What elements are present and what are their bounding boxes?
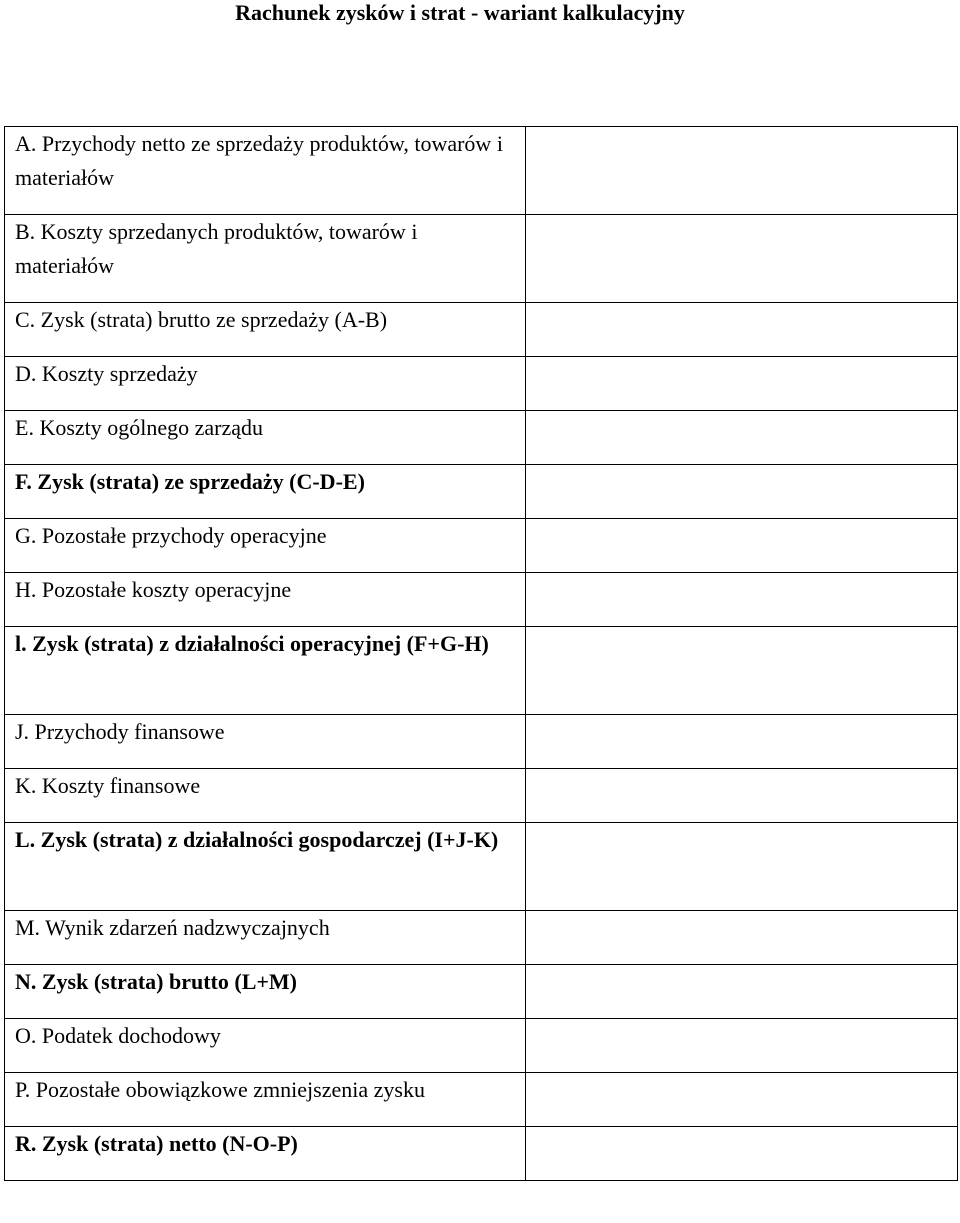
table-row	[5, 1073, 958, 1127]
row-label: R. Zysk (strata) netto (N-O-P)	[15, 1131, 298, 1156]
row-label-cell	[5, 965, 526, 1019]
row-label-cell	[5, 1073, 526, 1127]
row-value-cell	[526, 1127, 958, 1181]
row-label: D. Koszty sprzedaży	[15, 361, 198, 386]
row-label: B. Koszty sprzedanych produktów, towarów i materiałów	[15, 219, 418, 278]
profit-loss-table	[4, 126, 958, 1181]
table-row	[5, 965, 958, 1019]
row-label: N. Zysk (strata) brutto (L+M)	[15, 969, 298, 994]
row-label-cell	[5, 823, 526, 911]
row-label: H. Pozostałe koszty operacyjne	[15, 577, 292, 602]
table-row	[5, 357, 958, 411]
table-row	[5, 911, 958, 965]
page-title: Rachunek zysków i strat - wariant kalkulacyjny	[235, 0, 685, 25]
row-label: G. Pozostałe przychody operacyjne	[15, 523, 327, 548]
row-value-cell	[526, 1073, 958, 1127]
table-row	[5, 1019, 958, 1073]
row-value-cell	[526, 627, 958, 715]
row-label-cell	[5, 303, 526, 357]
row-label-cell	[5, 1127, 526, 1181]
row-label-cell	[5, 1019, 526, 1073]
row-label-cell	[5, 627, 526, 715]
table-row	[5, 573, 958, 627]
row-label: A. Przychody netto ze sprzedaży produktów, towarów i materiałów	[15, 131, 503, 190]
row-label-cell	[5, 573, 526, 627]
row-label: K. Koszty finansowe	[15, 773, 201, 798]
row-value-cell	[526, 357, 958, 411]
row-label: M. Wynik zdarzeń nadzwyczajnych	[15, 915, 330, 940]
row-label: F. Zysk (strata) ze sprzedaży (C-D-E)	[15, 469, 365, 494]
row-label-cell	[5, 127, 526, 215]
table-row	[5, 627, 958, 715]
row-value-cell	[526, 573, 958, 627]
row-label: P. Pozostałe obowiązkowe zmniejszenia zysku	[15, 1077, 425, 1102]
table-row	[5, 769, 958, 823]
row-value-cell	[526, 215, 958, 303]
table-row	[5, 127, 958, 215]
row-label: L. Zysk (strata) z działalności gospodarczej (I+J-K)	[15, 827, 499, 852]
row-label-cell	[5, 911, 526, 965]
table-row	[5, 715, 958, 769]
row-value-cell	[526, 715, 958, 769]
row-value-cell	[526, 769, 958, 823]
row-label: O. Podatek dochodowy	[15, 1023, 221, 1048]
row-value-cell	[526, 303, 958, 357]
row-value-cell	[526, 465, 958, 519]
row-label-cell	[5, 715, 526, 769]
row-label: E. Koszty ogólnego zarządu	[15, 415, 264, 440]
row-label: J. Przychody finansowe	[15, 719, 225, 744]
row-label: l. Zysk (strata) z działalności operacyjnej (F+G-H)	[15, 631, 489, 656]
row-label-cell	[5, 411, 526, 465]
table-row	[5, 215, 958, 303]
table-row	[5, 823, 958, 911]
row-label-cell	[5, 357, 526, 411]
row-value-cell	[526, 823, 958, 911]
row-value-cell	[526, 127, 958, 215]
row-label-cell	[5, 519, 526, 573]
row-label-cell	[5, 769, 526, 823]
table-row	[5, 303, 958, 357]
row-value-cell	[526, 411, 958, 465]
row-label-cell	[5, 215, 526, 303]
table-row	[5, 411, 958, 465]
row-label: C. Zysk (strata) brutto ze sprzedaży (A-B)	[15, 307, 388, 332]
row-value-cell	[526, 1019, 958, 1073]
row-value-cell	[526, 965, 958, 1019]
profit-loss-table-body	[5, 127, 958, 1181]
row-label-cell	[5, 465, 526, 519]
table-row	[5, 465, 958, 519]
row-value-cell	[526, 911, 958, 965]
table-row	[5, 1127, 958, 1181]
row-value-cell	[526, 519, 958, 573]
table-row	[5, 519, 958, 573]
